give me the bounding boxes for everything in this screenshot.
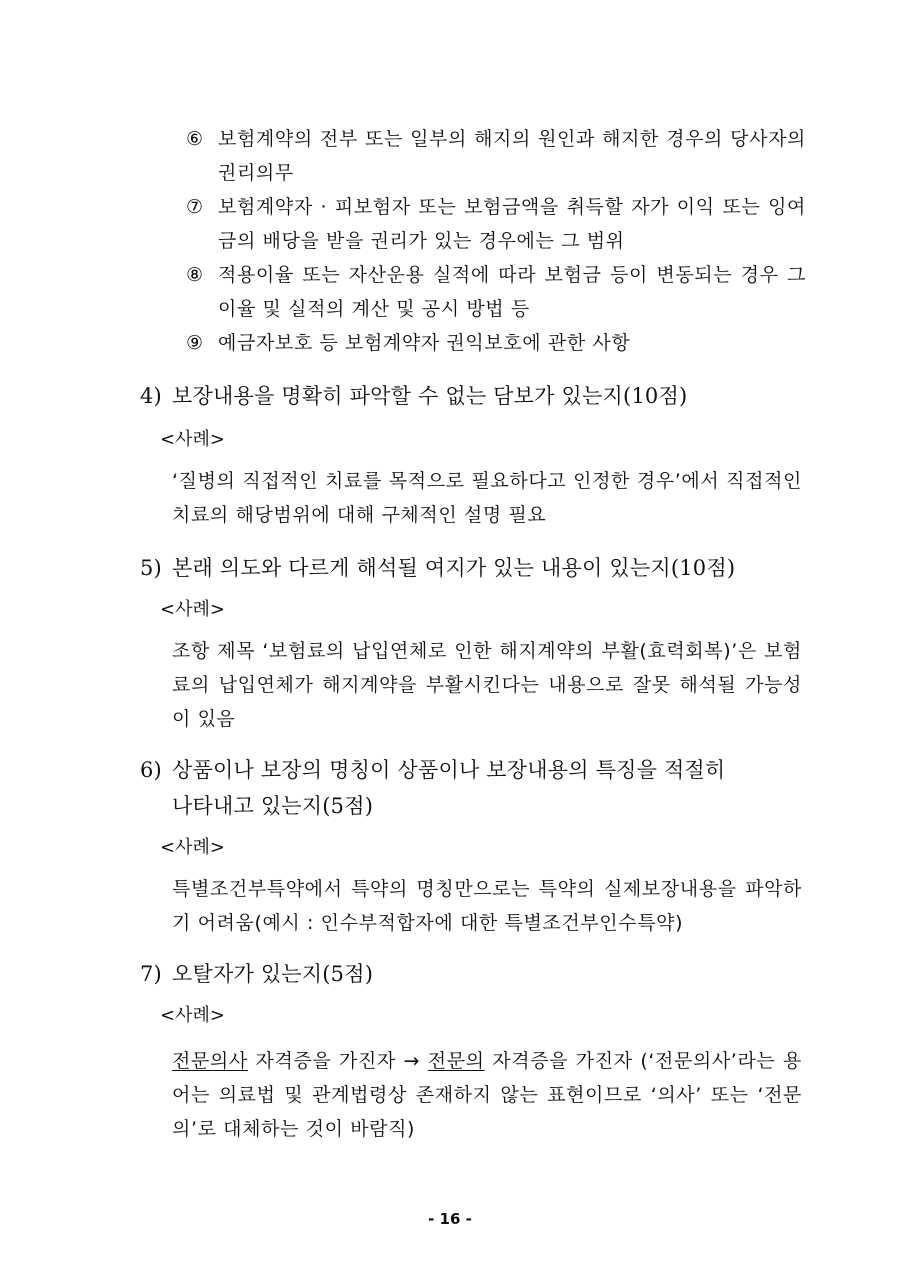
list-item [186,122,806,190]
case-text: ‘질병의 직접적인 치료를 목적으로 필요하다고 인정한 경우’에서 직접적인 치료의 해당범위에 대해 구체적인 설명 필요 [172,470,802,526]
section-heading-7 [140,956,820,992]
item-text: 예금자보호 등 보험계약자 권익보호에 관한 사항 [218,332,631,354]
circled-item-list [186,122,806,360]
section-heading-6 [140,752,820,824]
list-item [186,326,806,360]
item-text: 보험계약자 · 피보험자 또는 보험금액을 취득할 자가 이익 또는 잉여금의 배당을 받을 권리가 있는 경우에는 그 범위 [218,196,806,252]
case-text-part: 자격증을 가진자 → [247,1050,428,1072]
case-text [172,1044,802,1146]
corrected-term: 전문의 [427,1050,485,1072]
item-number: ⑨ [186,332,204,354]
section-heading-5 [140,550,820,586]
case-label: <사례> [160,599,225,620]
list-item [186,258,806,326]
section-title: 보장내용을 명확히 파악할 수 없는 담보가 있는지(10점) [172,384,688,408]
item-number: ⑥ [186,128,204,150]
section-title-continued: 나타내고 있는지(5점) [172,794,374,818]
item-number: ⑧ [186,264,204,286]
case-label: <사례> [160,429,225,450]
section-number: 4) [140,384,162,408]
section-number: 7) [140,962,162,986]
case-label: <사례> [160,1005,225,1026]
case-text: 조항 제목 ‘보험료의 납입연체로 인한 해지계약의 부활(효력회복)’은 보험료의 납입연체가 해지계약을 부활시킨다는 내용으로 잘못 해석될 가능성이 있음 [172,640,802,730]
section-number: 6) [140,758,162,782]
wrong-term: 전문의사 [172,1050,248,1072]
section-heading-4 [140,378,820,414]
list-item [186,190,806,258]
item-text: 적용이율 또는 자산운용 실적에 따라 보험금 등이 변동되는 경우 그 이율 및 실적의 계산 및 공시 방법 등 [218,264,806,320]
page-number: - 16 - [428,1210,472,1228]
section-number: 5) [140,556,162,580]
section-title: 오탈자가 있는지(5점) [172,962,374,986]
item-text: 보험계약의 전부 또는 일부의 해지의 원인과 해지한 경우의 당사자의 권리의무 [218,128,806,184]
section-title: 상품이나 보장의 명칭이 상품이나 보장내용의 특징을 적절히 [172,758,726,782]
case-label: <사례> [160,837,225,858]
case-text: 특별조건부특약에서 특약의 명칭만으로는 특약의 실제보장내용을 파악하기 어려움(예시 : 인수부적합자에 대한 특별조건부인수특약) [172,878,802,934]
case-text-part: 자격증을 가진자 (‘전문의사’라는 용어는 의료법 및 관계법령상 존재하지 않는 표현이므로 ‘의사’ 또는 ‘전문의’로 대체하는 것이 바람직) [172,1050,802,1140]
section-title: 본래 의도와 다르게 해석될 여지가 있는 내용이 있는지(10점) [172,556,736,580]
item-number: ⑦ [186,196,204,218]
